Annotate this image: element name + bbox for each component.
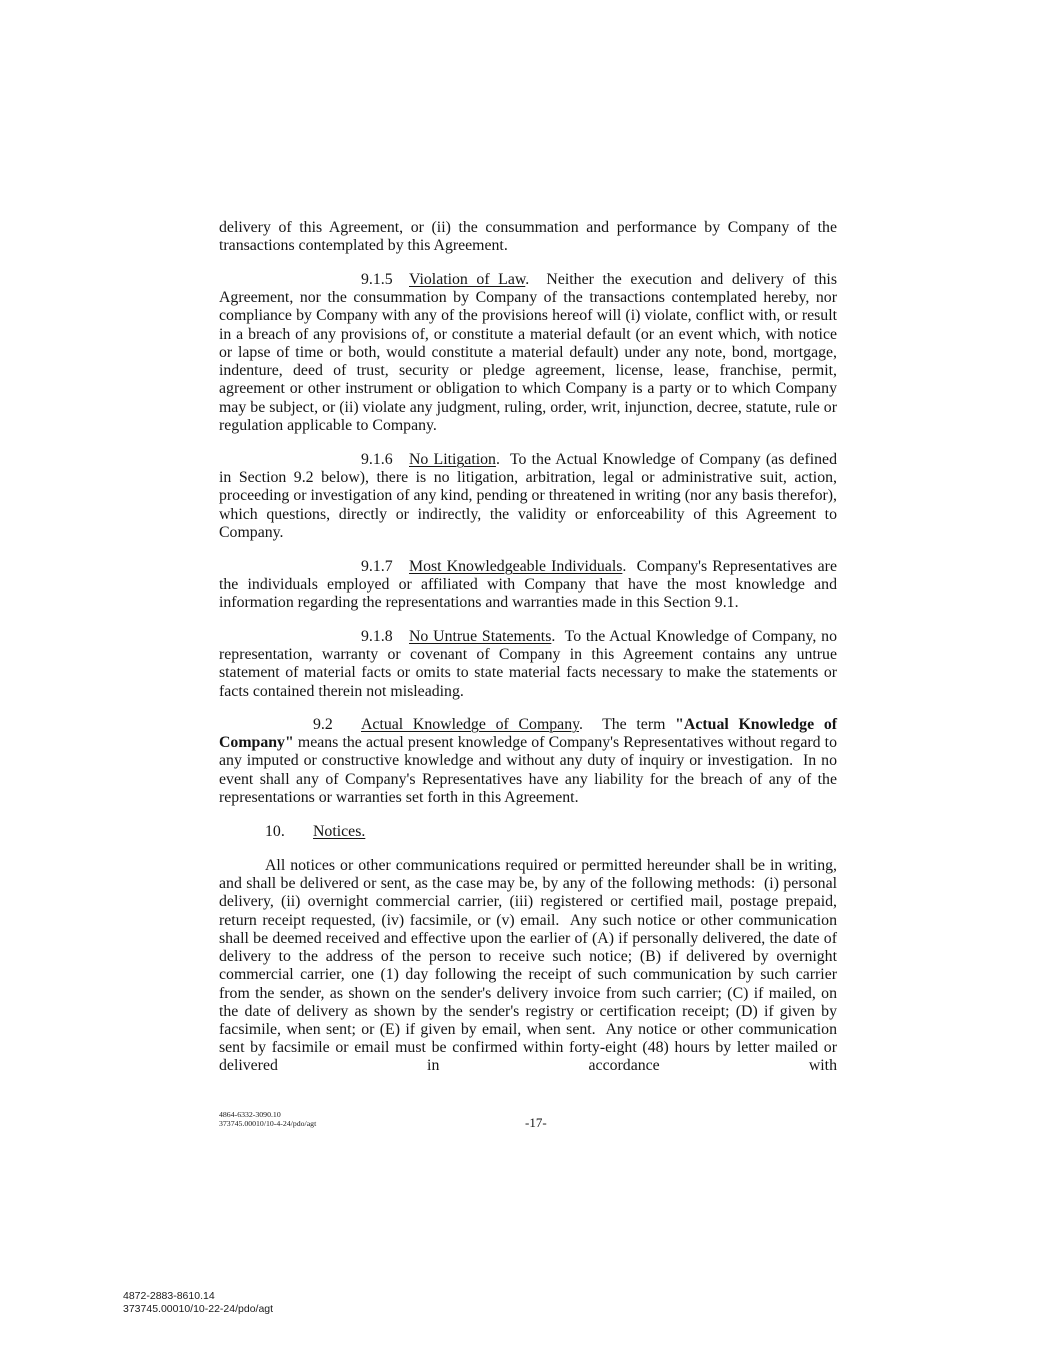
section-body: . Neither the execution and delivery of this Agreement, nor the consummation by Company of the transactions contemplated hereby, nor compliance by Company with any of the provisions hereof will (i) violate, conflict with, or result in a breach of any provisions of, or constitute a material default (or an event which, with notice or lapse of time or both, would constitute a material default) under any note, bond, mortgage, indenture, deed of trust, security or pledge agreement, license, lease, franchise, permit, agreement or other instrument or obligation to which Company is a party or to which Company may be subject, or (ii) violate any judgment, ruling, order, writ, injunction, decree, statute, rule or regulation applicable to Company. (219, 271, 841, 434)
section-9-1-5 (219, 271, 841, 435)
section-title: Notices. (313, 823, 366, 840)
section-body-before: . The term (579, 716, 676, 733)
section-title: No Litigation (409, 451, 496, 468)
defined-term: "Actual Knowledge of Company" (219, 716, 841, 752)
exhibit-footer (123, 1290, 273, 1316)
section-title: Actual Knowledge of Company (361, 716, 579, 733)
section-number: 9.1.8 (361, 628, 393, 645)
section-number: 9.2 (313, 716, 333, 733)
section-number: 10. (265, 823, 285, 840)
continuation-paragraph (219, 219, 841, 255)
section-9-2 (219, 716, 841, 807)
section-10-body (219, 857, 841, 1076)
section-title: No Untrue Statements (409, 628, 552, 645)
section-body: . To the Actual Knowledge of Company (as defined in Section 9.2 below), there is no litigation, arbitration, legal or administrative suit, action, proceeding or investigation of any kind, pending or threatened in writing (nor any basis therefor), which questions, directly or indirectly, the validity or enforceability of this Agreement to Company. (219, 451, 841, 541)
exhibit-doc-id: 4872-2883-8610.14 (123, 1290, 215, 1302)
section-number: 9.1.6 (361, 451, 393, 468)
footer-doc-id: 4864-6332-3090.10 (219, 1110, 281, 1119)
section-body: . Company's Representatives are the individuals employed or affiliated with Company that have the most knowledge and information regarding the representations and warranties made in this Section 9.1. (219, 558, 841, 612)
section-9-1-7 (219, 558, 841, 613)
section-title: Most Knowledgeable Individuals (409, 558, 623, 575)
section-body: . To the Actual Knowledge of Company, no representation, warranty or covenant of Company in this Agreement contains any untrue statement of material facts or omits to state material facts necessary to make the statements or facts contained therein not misleading. (219, 628, 841, 700)
section-number: 9.1.5 (361, 271, 393, 288)
section-10-heading (219, 823, 837, 841)
exhibit-matter-ref: 373745.00010/10-22-24/pdo/agt (123, 1303, 274, 1315)
section-body: All notices or other communications required or permitted hereunder shall be in writing, and shall be delivered or sent, as the case may be, by any of the following methods: (i) personal delivery, (ii) overnight commercial carrier, (iii) registered or certified mail, postage prepaid, return receipt requested, (iv) facsimile, or (v) email. Any such notice or other communication shall be deemed received and effective upon the earlier of (A) if personally delivered, the date of delivery to the address of the person to receive such notice; (B) if delivered by overnight commercial carrier, one (1) day following the receipt of such communication by such carrier from the sender, as shown on the sender's delivery invoice from such carrier; (C) if mailed, on the date of delivery as shown by the sender's registry or certification receipt; (D) if given by facsimile, when sent; or (E) if given by email, when sent. Any notice or other communication sent by facsimile or email must be confirmed within forty-eight (48) hours by letter mailed or delivered in accordance with (219, 857, 841, 1075)
continuation-text: delivery of this Agreement, or (ii) the consummation and performance by Company of the transactions contemplated by this Agreement. (219, 219, 841, 255)
section-9-1-8 (219, 628, 841, 701)
section-body-after: means the actual present knowledge of Company's Representatives without regard to any imputed or constructive knowledge and without any duty of inquiry or investigation. In no event shall any of Company's Representatives have any liability for the breach of any of the representations or warranties set forth in this Agreement. (219, 734, 841, 806)
section-title: Violation of Law (409, 271, 526, 288)
section-number: 9.1.7 (361, 558, 393, 575)
section-9-1-6 (219, 451, 841, 542)
page-number: -17- (525, 1115, 547, 1130)
footer-matter-ref: 373745.00010/10-4-24/pdo/agt (219, 1119, 317, 1128)
